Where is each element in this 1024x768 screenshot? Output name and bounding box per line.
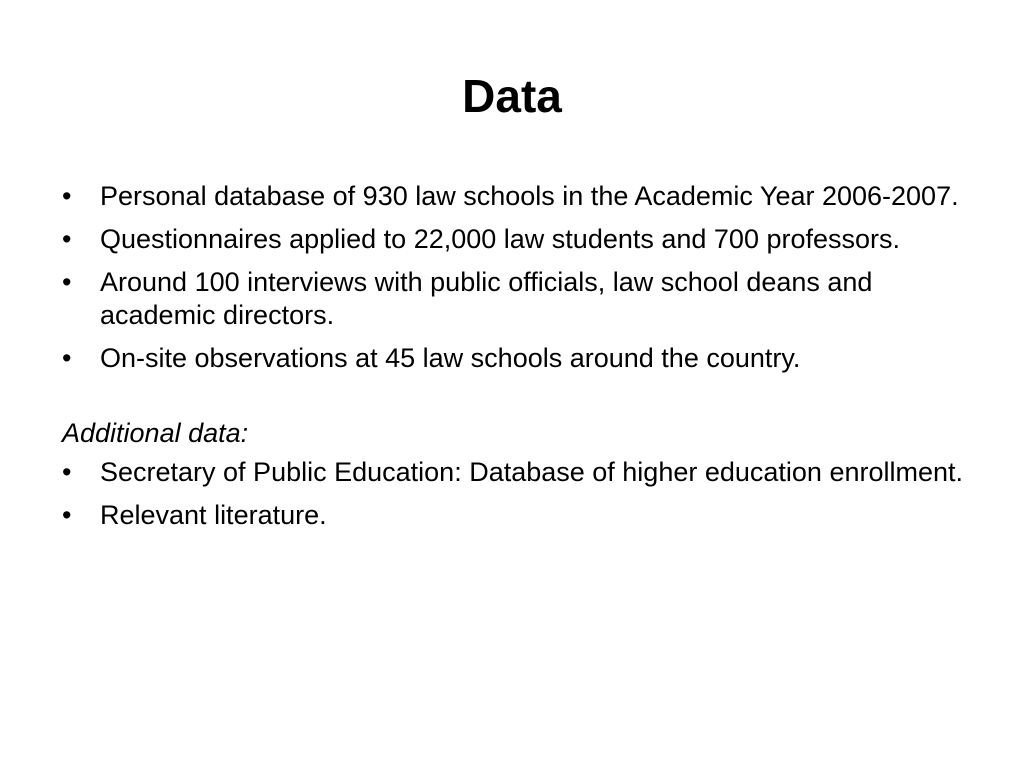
bullet-text: Questionnaires applied to 22,000 law students and 700 professors. bbox=[100, 224, 901, 254]
bullet-icon: • bbox=[62, 267, 72, 297]
bullet-text: Relevant literature. bbox=[100, 500, 327, 530]
bullet-text: Personal database of 930 law schools in the Academic Year 2006-2007. bbox=[100, 181, 959, 211]
bullet-item bbox=[62, 342, 982, 375]
section-spacer bbox=[62, 385, 982, 417]
bullet-item bbox=[62, 499, 982, 532]
bullet-item bbox=[62, 266, 982, 332]
bullet-item bbox=[62, 223, 982, 256]
slide-title: Data bbox=[462, 70, 562, 122]
slide-body bbox=[62, 180, 982, 542]
main-bullet-list bbox=[62, 180, 982, 375]
bullet-icon: • bbox=[62, 457, 72, 487]
additional-bullet-list bbox=[62, 456, 982, 532]
bullet-icon: • bbox=[62, 181, 72, 211]
additional-data-heading: Additional data: bbox=[62, 418, 249, 448]
bullet-icon: • bbox=[62, 500, 72, 530]
bullet-icon: • bbox=[62, 343, 72, 373]
bullet-item bbox=[62, 180, 982, 213]
bullet-text: On-site observations at 45 law schools around the country. bbox=[100, 343, 801, 373]
bullet-text: Around 100 interviews with public officials, law school deans and academic directors. bbox=[100, 267, 873, 330]
bullet-text: Secretary of Public Education: Database of higher education enrollment. bbox=[100, 457, 964, 487]
bullet-icon: • bbox=[62, 224, 72, 254]
bullet-item bbox=[62, 456, 982, 489]
